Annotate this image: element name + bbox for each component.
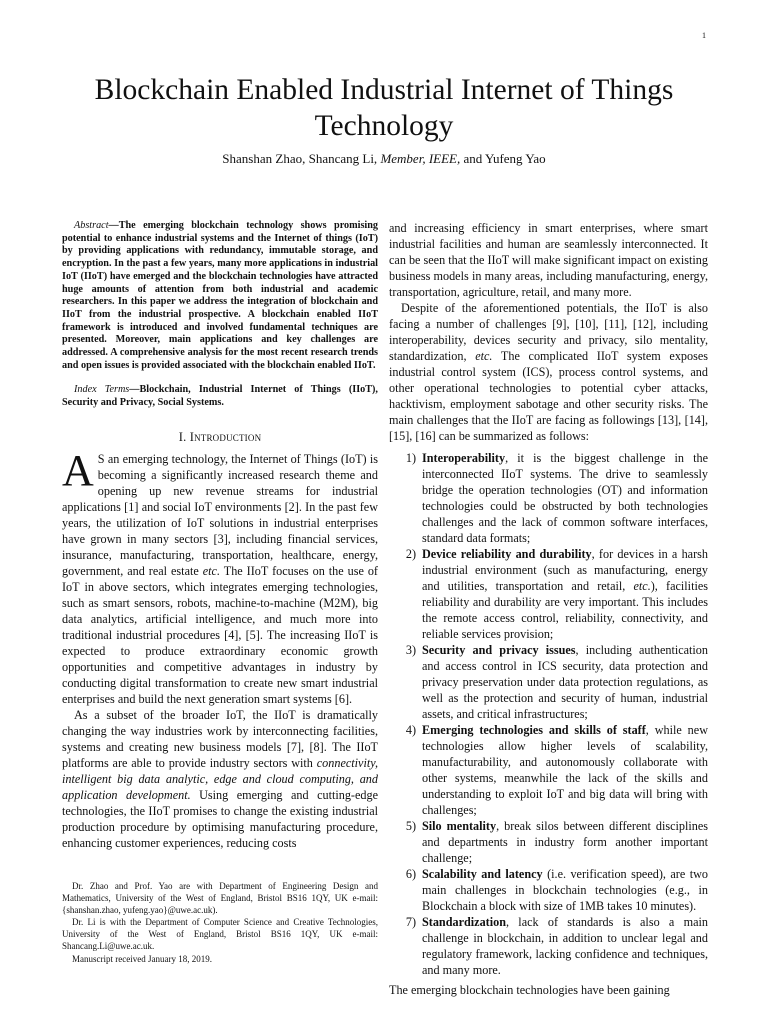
section-numeral: I.: [178, 429, 190, 444]
item-desc: , it is the biggest challenge in the interconnected IIoT systems. The drive to seamlessly bridge the operation technologies (OT) and information technologies could be obstructed by both technologies challenges and the lack of common software interfaces, standard data formats;: [422, 451, 708, 545]
section-heading: [62, 430, 378, 445]
right-p2-text-b: The complicated IIoT system exposes industrial control system (ICS), process control systems, and other operational technologies to potential cyber attacks, hacktivism, employment sabotage and other security risks. The main challenges that the IIoT are facing as followings [13], [14], [15], [16] can be summarized as follows:: [389, 349, 708, 443]
right-paragraph-2: [389, 300, 708, 444]
author-line: [60, 151, 708, 167]
item-term: Interoperability: [422, 451, 506, 465]
intro-p2-text-a: As a subset of the broader IoT, the IIoT is dramatically changing the way industries work by interconnecting facilities, systems and creating new business models [7], [8]. The IIoT platforms are able to provide industry sectors with: [62, 707, 378, 770]
item-desc: , break silos between different disciplines and departments in industry form another important challenge;: [422, 819, 708, 865]
author-names: Shanshan Zhao, Shancang Li,: [222, 151, 378, 166]
index-terms-text: —Blockchain, Industrial Internet of Things (IIoT), Security and Privacy, Social Systems.: [62, 384, 378, 409]
item-term: Standardization: [422, 915, 506, 929]
item-text: [422, 450, 708, 546]
item-desc: , lack of standards is also a main challenge in blockchain, in addition to unclear legal and regulatory framework, lacking confidence and techniques, and many more.: [422, 915, 708, 977]
intro-p2-text-b: Using emerging and cutting-edge technologies, the IIoT promises to change the existing industrial production procedure by optimising manufacturing procedure, enhancing customer experiences, reducing costs: [62, 787, 378, 850]
footnote-1: Dr. Zhao and Prof. Yao are with Department of Engineering Design and Mathematics, University of the West of England, Bristol BS16 1QY, UK e-mail: {shanshan.zhao, yufeng.yao}@uwe.ac.uk).: [62, 881, 378, 916]
drop-cap: A: [62, 445, 94, 495]
list-item: [389, 818, 708, 866]
intro-paragraph-1: [62, 445, 378, 707]
item-term: Device reliability and durability: [422, 547, 592, 561]
item-desc: , while new technologies allow higher levels of scalability, manufacturability, and autonomously collaborate with other systems, meanwhile the lack of the skills and understanding to exploit IoT and big data will bring with challenges;: [422, 723, 708, 817]
intro-p1-text-b: The IIoT focuses on the use of IoT in above sectors, which integrates emerging technologies, such as smart sensors, robots, machine-to-machine (M2M), big data analytics, artificial intelligence, and much more into traditional industrial procedures [4], [5]. The increasing IIoT is expected to produce extraordinary economic growth opportunities and competitive advantages in industry by conducting digital transformation to create new smart industrial enterprises and build the next generation smart systems [6].: [62, 563, 378, 706]
index-terms-label: Index Terms: [74, 384, 130, 396]
right-last-line: The emerging blockchain technologies have been gaining: [389, 983, 670, 997]
item-number: 1): [405, 451, 416, 465]
right-p2-text-a: Despite of the aforementioned potentials, the IIoT is also facing a number of challenges [9], [10], [11], [12], including interoperability, devices security and privacy, silo mentality, standardization,: [389, 301, 708, 363]
list-item: [389, 642, 708, 722]
item-number: 6): [405, 867, 416, 881]
item-desc: (i.e. verification speed), are two main challenges in blockchain technologies (e.g., in Blockchain a block with size of 1MB takes 10 minutes).: [422, 867, 708, 913]
item-text: [422, 546, 708, 642]
item-desc-cont: ), facilities reliability and durability are very important. This includes the remote access control, reliability, connectivity, and reliable services provision;: [422, 579, 708, 641]
paper-title: Blockchain Enabled Industrial Internet of Things Technology: [94, 74, 674, 142]
list-item: [389, 450, 708, 546]
item-number: 7): [405, 915, 416, 929]
abstract: [62, 220, 378, 372]
intro-p1-text-a: S an emerging technology, the Internet of Things (IoT) is becoming a significantly increased research theme and opening up new revenue streams for industrial applications [1] and social IoT environments [2]. In the past few years, the utilization of IoT solutions in industrial enterprises have grown in many sectors [3], including financial services, insurance, manufacturing, transportation, healthcare, energy, government, and real estate: [62, 451, 378, 578]
footnote-3: Manuscript received January 18, 2019.: [72, 953, 212, 964]
item-etc: etc.: [633, 579, 651, 593]
author-names-last: and Yufeng Yao: [463, 151, 546, 166]
footnote-2: Dr. Li is with the Department of Computer Science and Creative Technologies, University of the West of England, Bristol BS16 1QY, UK e-mail: Shancang.Li@uwe.ac.uk.: [62, 917, 378, 952]
item-term: Silo mentality: [422, 819, 497, 833]
item-term: Security and privacy issues: [422, 643, 576, 657]
item-desc: , including authentication and access control in ICS security, data protection and privacy preservation under data protection regulations, as well as the protection and security of human, industrial assets, and critical infrastructures;: [422, 643, 708, 721]
item-number: 5): [405, 819, 416, 833]
right-p2-etc: etc.: [475, 349, 493, 363]
item-text: [422, 722, 708, 818]
author-membership: Member, IEEE,: [380, 151, 461, 166]
item-number: 4): [405, 723, 416, 737]
abstract-label: Abstract: [74, 220, 109, 231]
footnotes: [62, 880, 378, 965]
item-term: Scalability and latency: [422, 867, 543, 881]
right-paragraph-1: and increasing efficiency in smart enterprises, where smart industrial facilities and human are seamlessly interconnected. It can be seen that the IIoT will make significant impact on existing business models in many areas, including manufacturing, energy, transportation, agriculture, retail, and many more.: [389, 221, 708, 299]
item-term: Emerging technologies and skills of staff: [422, 723, 646, 737]
right-column: [389, 220, 708, 998]
challenges-list: [389, 450, 708, 978]
abstract-text: —The emerging blockchain technology shows promising potential to enhance industrial systems and the Internet of things (IoT) by providing applications with redundancy, immutable storage, and encryption. In the past a few years, many more applications in industrial IoT (IIoT) have emerged and the blockchain technologies have attracted huge amounts of attention from both industrial and academic researchers. In this paper we address the integration of blockchain and IIoT from the industrial prospective. A blockchain enabled IIoT framework is introduced and involved fundamental techniques are presented. Moreover, main applications and key challenges are addressed. A comprehensive analysis for the most recent research trends and open issues is provided associated with the blockchain enabled IIoT.: [62, 220, 378, 371]
list-item: [389, 914, 708, 978]
item-text: [422, 914, 708, 978]
list-item: [389, 722, 708, 818]
item-text: [422, 866, 708, 914]
item-desc: , for devices in a harsh industrial environment (such as manufacturing, energy and utilities, transportation and retail,: [422, 547, 708, 593]
item-number: 2): [405, 547, 416, 561]
intro-paragraph-2: [62, 707, 378, 851]
page-number: 1: [702, 31, 706, 40]
left-column: [62, 220, 378, 851]
index-terms: [62, 384, 378, 409]
list-item: [389, 866, 708, 914]
item-text: [422, 818, 708, 866]
item-number: 3): [405, 643, 416, 657]
intro-p2-emphasis: connectivity, intelligent big data analytic, edge and cloud computing, and application development.: [62, 755, 378, 802]
intro-p1-etc: etc.: [202, 563, 221, 578]
section-title: Introduction: [189, 429, 262, 444]
list-item: [389, 546, 708, 642]
item-text: [422, 642, 708, 722]
